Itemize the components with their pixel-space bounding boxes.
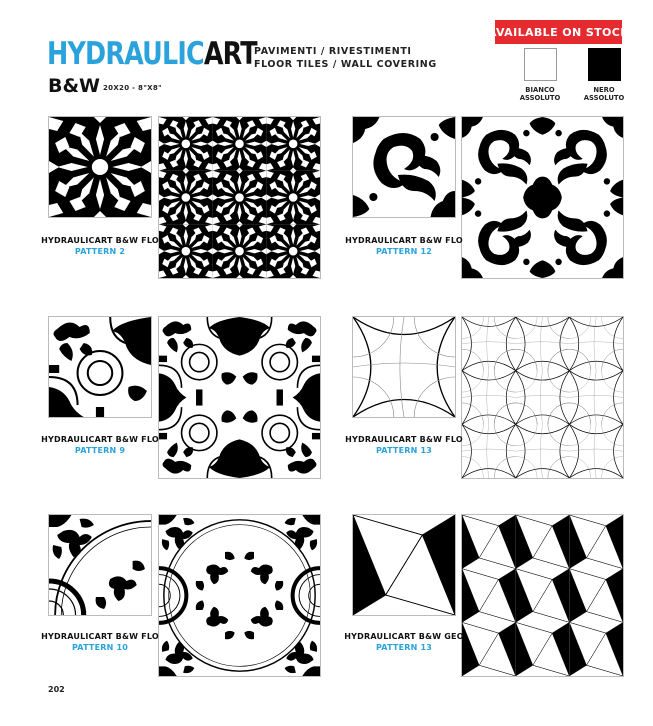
swatch-bianco bbox=[524, 48, 557, 81]
product-pattern: PATTERN 13 bbox=[375, 446, 433, 455]
product-pattern: PATTERN 13 bbox=[375, 643, 433, 652]
swatch-label-line: NERO bbox=[593, 86, 615, 94]
product-caption bbox=[338, 631, 470, 653]
product-name: HYDRAULICART B&W FLO bbox=[41, 435, 159, 444]
tile-grid-pattern-12 bbox=[461, 116, 624, 279]
tile-single-pattern-12 bbox=[352, 116, 456, 218]
product-caption bbox=[34, 235, 166, 257]
swatch-label-line: ASSOLUTO bbox=[583, 94, 625, 102]
tile-grid-pattern-9 bbox=[158, 316, 321, 479]
available-stock-badge: AVAILABLE ON STOCK bbox=[495, 20, 622, 44]
swatch-label-bianco bbox=[517, 86, 563, 102]
tile-single-pattern-9 bbox=[48, 316, 152, 418]
page-number: 202 bbox=[48, 685, 65, 694]
tile-grid-pattern-10 bbox=[158, 514, 321, 677]
swatch-label-line: BIANCO bbox=[525, 86, 555, 94]
product-name: HYDRAULICART B&W GEO bbox=[344, 632, 464, 641]
tile-single-geo-pattern-13 bbox=[352, 514, 456, 616]
brand-logo bbox=[47, 38, 257, 70]
product-name: HYDRAULICART B&W FLO bbox=[41, 632, 159, 641]
subtitle-english: FLOOR TILES / WALL COVERING bbox=[254, 59, 437, 70]
product-caption bbox=[338, 434, 470, 456]
tile-grid-pattern-13-flo bbox=[461, 316, 624, 479]
product-caption bbox=[34, 631, 166, 653]
collection-title: B&W bbox=[48, 75, 101, 97]
tile-grid-pattern-2 bbox=[158, 116, 321, 279]
tile-single-pattern-2 bbox=[48, 116, 152, 218]
product-pattern: PATTERN 2 bbox=[74, 247, 126, 256]
product-name: HYDRAULICART B&W FLO bbox=[345, 236, 463, 245]
tile-grid-geo-pattern-13 bbox=[461, 514, 624, 677]
product-name: HYDRAULICART B&W FLO bbox=[345, 435, 463, 444]
product-caption bbox=[34, 434, 166, 456]
product-name: HYDRAULICART B&W FLO bbox=[41, 236, 159, 245]
brand-part-art: ART bbox=[203, 36, 257, 72]
subtitle-italian: PAVIMENTI / RIVESTIMENTI bbox=[254, 46, 412, 57]
brand-part-hydraulic: HYDRAULIC bbox=[47, 36, 204, 72]
tile-size: 20X20 - 8"X8" bbox=[103, 84, 162, 92]
product-pattern: PATTERN 10 bbox=[71, 643, 129, 652]
product-caption bbox=[338, 235, 470, 257]
tile-single-pattern-13-flo bbox=[352, 316, 456, 418]
product-pattern: PATTERN 9 bbox=[74, 446, 126, 455]
swatch-label-line: ASSOLUTO bbox=[519, 94, 561, 102]
tile-single-pattern-10 bbox=[48, 514, 152, 616]
swatch-label-nero bbox=[581, 86, 627, 102]
swatch-nero bbox=[588, 48, 621, 81]
product-pattern: PATTERN 12 bbox=[375, 247, 433, 256]
